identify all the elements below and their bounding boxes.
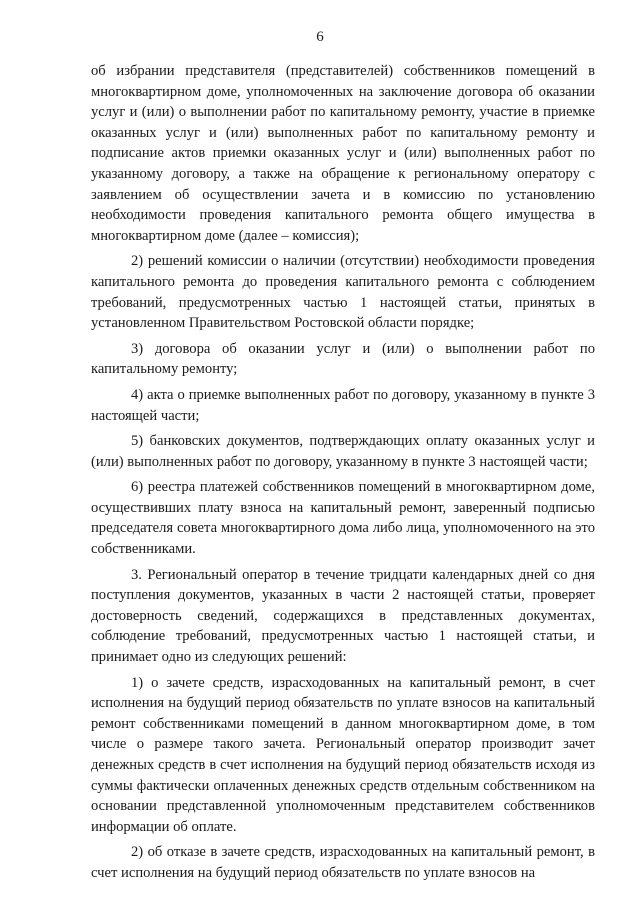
paragraph-item-5: 5) банковских документов, подтверждающих оплату оказанных услуг и (или) выполненных работ по договору, указанному в пункте 3 настоящей части; (91, 433, 595, 470)
paragraph-decision-1: 1) о зачете средств, израсходованных на капитальный ремонт, в счет исполнения на будущий период обязательств по уплате взносов на капитальный ремонт собственниками помещений в данном многоквартирном доме, в том числе о размере такого зачета. Региональный оператор производит зачет денежных средств в счет исполнения на будущий период обязательств исходя из суммы фактически оплаченных денежных средств отдельным собственником на основании представленной уполномоченным представителем собственников информации об оплате. (91, 674, 595, 835)
paragraph-item-6: 6) реестра платежей собственников помещений в многоквартирном доме, осуществивших плату взноса на капитальный ремонт, заверенный подписью председателя совета многоквартирного дома либо лица, уполномоченного на это собственниками. (91, 479, 595, 558)
paragraph-part-3: 3. Региональный оператор в течение тридцати календарных дней со дня поступления документов, указанных в части 2 настоящей статьи, проверяет достоверность сведений, содержащихся в представленных документах, соблюдение требований, предусмотренных частью 1 настоящей статьи, и принимает одно из следующих решений: (91, 566, 595, 666)
paragraph-continuation: об избрании представителя (представителей) собственников помещений в многоквартирном доме, уполномоченных на заключение договора об оказании услуг и (или) о выполнении работ по капитальному ремонту, участие в приемке оказанных услуг и (или) выполненных работ по капитальному ремонту и подписание актов приемки оказанных услуг и (или) выполненных работ по указанному договору, а также на обращение к региональному оператору с заявлением об осуществлении зачета и в комиссию по установлению необходимости проведения капитального ремонта общего имущества в многоквартирном доме (далее – комиссия); (91, 63, 595, 244)
paragraph-item-3: 3) договора об оказании услуг и (или) о выполнении работ по капитальному ремонту; (91, 340, 595, 378)
document-body (91, 61, 595, 889)
paragraph-item-4: 4) акта о приемке выполненных работ по договору, указанному в пункте 3 настоящей части; (91, 386, 595, 424)
page-number: 6 (316, 29, 324, 45)
paragraph-item-2: 2) решений комиссии о наличии (отсутствии) необходимости проведения капитального ремонта до проведения капитального ремонта с соблюдением требований, предусмотренных частью 1 настоящей статьи, принятых в установленном Правительством Ростовской области порядке; (91, 253, 595, 332)
paragraph-decision-2: 2) об отказе в зачете средств, израсходованных на капитальный ремонт, в счет исполнения на будущий период обязательств по уплате взносов на (91, 844, 595, 881)
